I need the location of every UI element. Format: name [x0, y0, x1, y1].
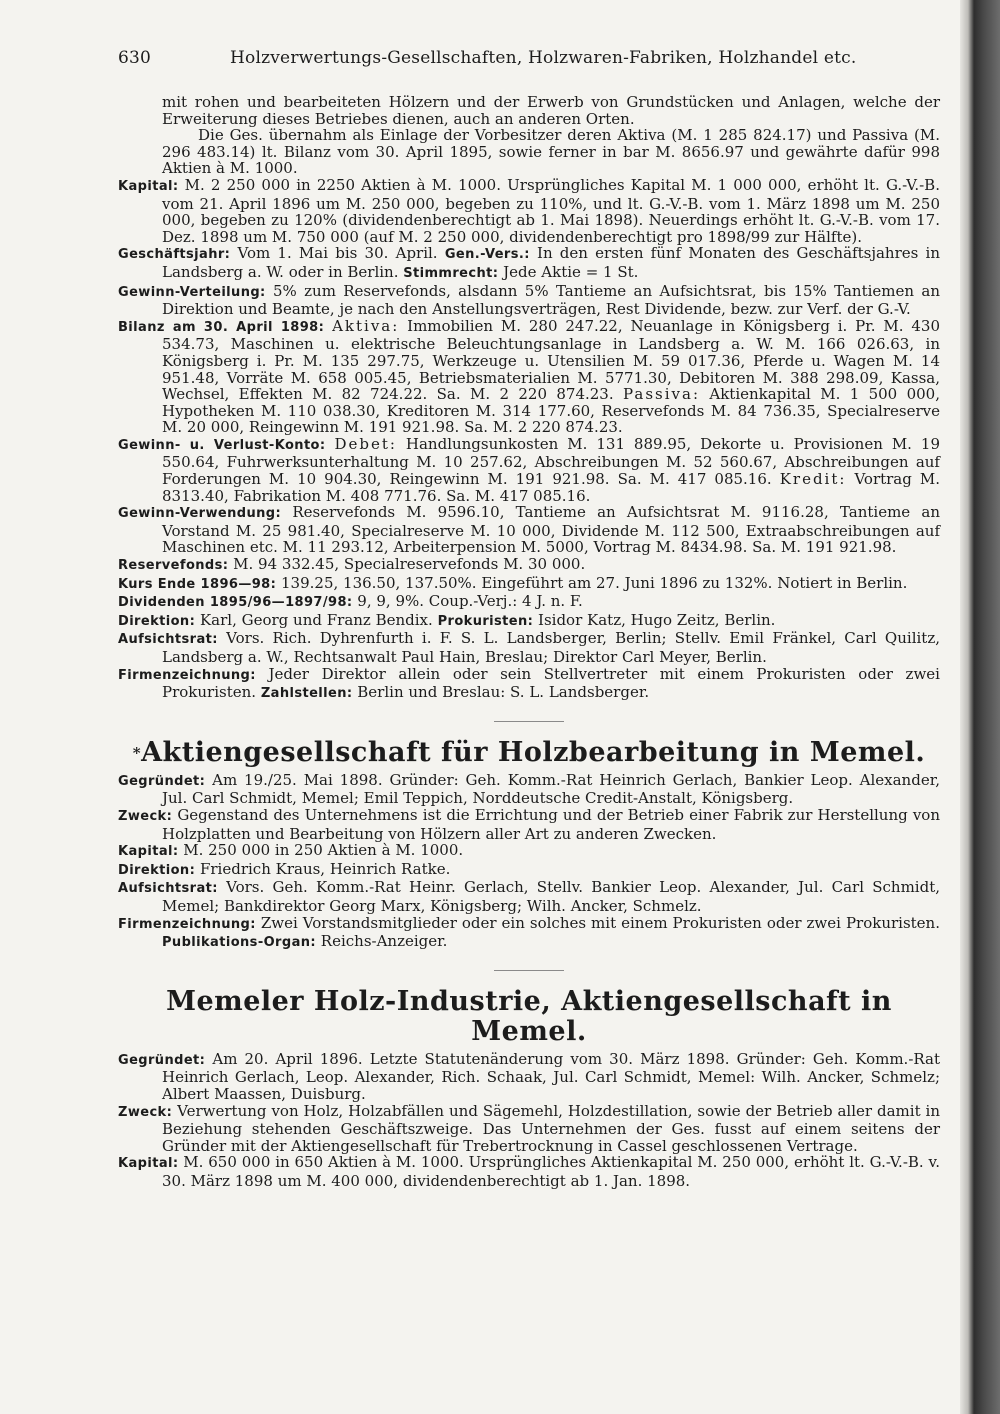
- entry-text: 139.25, 136.50, 137.50%. Eingeführt am 27. Juni 1896 zu 132%. Notiert in Berlin.: [281, 573, 908, 592]
- intro-paragraph: mit rohen und bearbeiteten Hölzern und der Erwerb von Grundstücken und Anlagen, welche der Erweiterung dieses Betriebes dienen, auch an anderen Orten.: [162, 93, 940, 128]
- entry-label: Bilanz am 30. April 1898:: [118, 319, 325, 335]
- entry-text: Handlungsunkosten M. 131 889.95, Dekorte u. Provisionen M. 19 550.64, Fuhrwerksunterhaltung M. 10 257.62, Abschreibungen M. 52 560.67, Abschreibungen auf Forderungen M. 10 904.30, Reingewinn M. 191 921.98. Sa. M. 417 085.16.: [162, 434, 940, 489]
- entry-label: Stimmrecht:: [403, 265, 499, 281]
- entry-kurs: [118, 575, 940, 594]
- entry-text: Berlin und Breslau: S. L. Landsberger.: [357, 683, 650, 702]
- entry-gewinn-verteilung: [118, 283, 940, 318]
- entry-dividenden: [118, 593, 940, 612]
- entry-text: Aktienkapital M. 1 500 000, Hypotheken M. 110 038.30, Kreditoren M. 314 177.60, Reservefonds M. 84 736.35, Specialreserve M. 20 000, Reingewinn M. 191 921.98. Sa. M. 2 220 874.23.: [162, 385, 940, 437]
- entry-direktion: [118, 861, 940, 880]
- entry-text: Am 20. April 1896. Letzte Statutenänderung vom 30. März 1898. Gründer: Geh. Komm.-Rat Heinrich Gerlach, Leop. Alexander, Rich. Schaak, Jul. Carl Schmidt, Memel: Wilh. Ancker, Schmelz; Albert Maassen, Duisburg.: [162, 1049, 940, 1103]
- company-title: Aktiengesellschaft für Holzbearbeitung in Memel.: [141, 736, 926, 768]
- entry-gegruendet: [118, 1051, 940, 1103]
- entry-label: Dividenden 1895/96—1897/98:: [118, 595, 353, 611]
- entry-text: Jeder Direktor allein oder sein Stellvertreter mit einem Prokuristen oder zwei Prokuristen.: [162, 664, 940, 702]
- section-divider: [494, 970, 564, 971]
- entry-text: Am 19./25. Mai 1898. Gründer: Geh. Komm.-Rat Heinrich Gerlach, Bankier Leop. Alexander, Jul. Carl Schmidt, Memel; Emil Teppich, Norddeutsche Credit-Anstalt, Königsberg.: [162, 770, 940, 808]
- entry-label: Firmenzeichnung:: [118, 916, 256, 932]
- section-divider: [494, 721, 564, 722]
- entry-label: Geschäftsjahr:: [118, 247, 231, 263]
- entry-label: Zweck:: [118, 1104, 173, 1120]
- entry-text: M. 2 250 000 in 2250 Aktien à M. 1000. Ursprüngliches Kapital M. 1 000 000, erhöht lt. G.-V.-B. vom 21. April 1896 um M. 250 000, begeben zu 110%, und lt. G.-V.-B. vom 1. März 1898 um M. 250 000, begeben zu 120% (dividendenberechtigt ab 1. Mai 1898). Neuerdings erhöht lt. G.-V.-B. vom 17. Dez. 1898 um M. 750 000 (auf M. 2 250 000, dividendenberechtigt pro 1898/99 zur Hälfte).: [162, 175, 940, 246]
- entry-label: Direktion:: [118, 862, 196, 878]
- entry-reservefonds: [118, 556, 940, 575]
- entry-text: Gegenstand des Unternehmens ist die Errichtung und der Betrieb einer Fabrik zur Herstellung von Holzplatten und Bearbeitung von Hölzern aller Art zu anderen Zwecken.: [162, 805, 940, 843]
- entry-text: Karl, Georg und Franz Bendix.: [199, 610, 433, 629]
- entry-label: Gewinn-Verwendung:: [118, 506, 282, 522]
- entry-label: Direktion:: [118, 613, 196, 629]
- entry-label: Prokuristen:: [437, 613, 534, 629]
- entry-label: Kurs Ende 1896—98:: [118, 576, 277, 592]
- company-heading: [118, 738, 940, 768]
- entry-text: 9, 9, 9%. Coup.-Verj.: 4 J. n. F.: [357, 592, 583, 611]
- entry-text: M. 250 000 in 250 Aktien à M. 1000.: [183, 841, 464, 860]
- entry-zweck: [118, 1103, 940, 1155]
- entry-label: Zweck:: [118, 808, 173, 824]
- entry-firmenzeichnung: [118, 666, 940, 703]
- entry-text: Verwertung von Holz, Holzabfällen und Sägemehl, Holzdestillation, sowie der Betrieb aller damit in Beziehung stehenden Geschäftszweige. Das Unternehmen der Ges. fusst auf einem seitens der Gründer mit der Aktiengesellschaft für Trebertrocknung in Cassel geschlossenen Vertrage.: [162, 1101, 940, 1155]
- kredit-label: Kredit:: [779, 470, 847, 489]
- entry-label: Gegründet:: [118, 1052, 206, 1068]
- entry-gewinn-verlust: [118, 436, 940, 504]
- entry-label: Gewinn-Verteilung:: [118, 284, 266, 300]
- entry-gegruendet: [118, 772, 940, 807]
- intro-paragraph: Die Ges. übernahm als Einlage der Vorbesitzer deren Aktiva (M. 1 285 824.17) und Passiva (M. 296 483.14) lt. Bilanz vom 30. April 1895, sowie ferner in bar M. 8656.97 und gewährte dafür 998 Aktien à M. 1000.: [162, 126, 940, 178]
- entry-label: Kapital:: [118, 178, 179, 194]
- entry-label: Reservefonds:: [118, 558, 229, 574]
- entry-text: Vors. Geh. Komm.-Rat Heinr. Gerlach, Stellv. Bankier Leop. Alexander, Jul. Carl Schmidt, Memel; Bankdirektor Georg Marx, Königsberg; Wilh. Ancker, Schmelz.: [162, 878, 940, 915]
- entry-label: Aufsichtsrat:: [118, 632, 218, 648]
- entry-firmenzeichnung: [118, 915, 940, 952]
- entry-label: Kapital:: [118, 1156, 179, 1172]
- company-title: Memeler Holz-Industrie, Aktiengesellschaft in Memel.: [166, 985, 892, 1047]
- entry-text: Reservefonds M. 9596.10, Tantieme an Aufsichtsrat M. 9116.28, Tantieme an Vorstand M. 25 981.40, Specialreserve M. 10 000, Dividende M. 112 500, Extraabschreibungen auf Maschinen etc. M. 11 293.12, Arbeiterpension M. 5000, Vortrag M. 8434.98. Sa. M. 191 921.98.: [162, 503, 940, 557]
- entry-aufsichtsrat: [118, 879, 940, 914]
- entry-bilanz: [118, 318, 940, 436]
- entry-label: Publikations-Organ:: [162, 935, 317, 951]
- passiva-label: Passiva:: [622, 385, 701, 404]
- entry-text: 5% zum Reservefonds, alsdann 5% Tantieme an Aufsichtsrat, bis 15% Tantiemen an Direktion und Beamte, je nach den Anstellungsverträgen, Rest Dividende, bezw. zur Verf. der G.-V.: [162, 281, 940, 319]
- entry-label: Gewinn- u. Verlust-Konto:: [118, 437, 326, 453]
- entry-kapital: [118, 1154, 940, 1189]
- entry-text: M. 94 332.45, Specialreservefonds M. 30 000.: [233, 555, 586, 574]
- entry-text: Vortrag M. 8313.40, Fabrikation M. 408 771.76. Sa. M. 417 085.16.: [162, 470, 940, 505]
- entry-text: Zwei Vorstandsmitglieder oder ein solches mit einem Prokuristen oder zwei Prokuristen.: [260, 913, 940, 932]
- page-number: 630: [118, 48, 152, 68]
- entry-geschaeftsjahr: [118, 245, 940, 282]
- entry-direktion: [118, 612, 940, 631]
- entry-text: Reichs-Anzeiger.: [320, 932, 448, 951]
- entry-gewinn-verwendung: [118, 504, 940, 556]
- entry-kapital: [118, 177, 940, 245]
- page-scan-edge: [960, 0, 1000, 1414]
- page-body: [118, 94, 940, 1189]
- entry-label: Kapital:: [118, 844, 179, 860]
- footnote-star: *: [132, 743, 142, 762]
- entry-label: Aufsichtsrat:: [118, 881, 218, 897]
- entry-label: Gegründet:: [118, 773, 206, 789]
- running-head-title: Holzverwertungs-Gesellschaften, Holzwaren-Fabriken, Holzhandel etc.: [230, 48, 857, 68]
- entry-label: Zahlstellen:: [260, 686, 353, 702]
- aktiva-label: Aktiva:: [332, 316, 400, 335]
- entry-label: Gen.-Vers.:: [444, 247, 530, 263]
- entry-text: In den ersten fünf Monaten des Geschäftsjahres in Landsberg a. W. oder in Berlin.: [162, 244, 940, 281]
- entry-aufsichtsrat: [118, 630, 940, 665]
- entry-text: Immobilien M. 280 247.22, Neuanlage in Königsberg i. Pr. M. 430 534.73, Maschinen u. elektrische Beleuchtungsanlage in Landsberg a. W. M. 166 026.63, in Königsberg i. Pr. M. 135 297.75, Werkzeuge u. Utensilien M. 59 017.36, Pferde u. Wagen M. 14 951.48, Vorräte M. 658 005.45, Betriebsmaterialien M. 5771.30, Debitoren M. 388 298.09, Kassa, Wechsel, Effekten M. 82 724.22. Sa. M. 2 220 874.23.: [162, 316, 940, 404]
- company-heading: [118, 987, 940, 1047]
- debet-label: Debet:: [334, 434, 397, 453]
- entry-kapital: [118, 842, 940, 861]
- entry-text: Jede Aktie = 1 St.: [503, 262, 639, 281]
- entry-text: Vors. Rich. Dyhrenfurth i. F. S. L. Landsberger, Berlin; Stellv. Emil Fränkel, Carl Quilitz, Landsberg a. W., Rechtsanwalt Paul Hain, Breslau; Direktor Carl Meyer, Berlin.: [162, 629, 940, 666]
- entry-text: Isidor Katz, Hugo Zeitz, Berlin.: [538, 610, 776, 629]
- entry-text: Vom 1. Mai bis 30. April.: [237, 244, 438, 263]
- entry-text: Friedrich Kraus, Heinrich Ratke.: [199, 859, 451, 878]
- entry-zweck: [118, 807, 940, 842]
- entry-text: M. 650 000 in 650 Aktien à M. 1000. Ursprüngliches Aktienkapital M. 250 000, erhöht lt. G.-V.-B. v. 30. März 1898 um M. 400 000, dividendenberechtigt ab 1. Jan. 1898.: [162, 1153, 940, 1190]
- entry-label: Firmenzeichnung:: [118, 667, 256, 683]
